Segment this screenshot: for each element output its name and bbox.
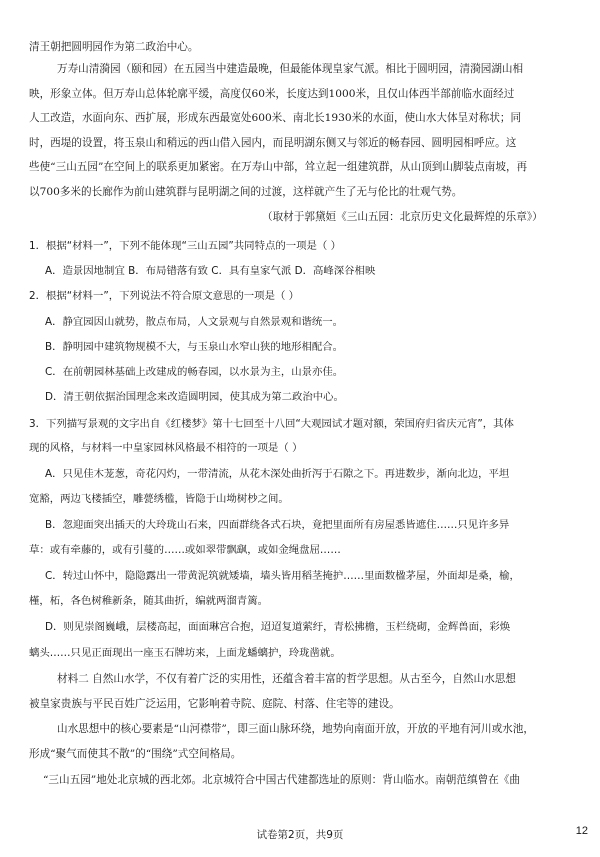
text-line: 些使“三山五园”在空间上的联系更加紧密。在万寿山中部，耸立起一组建筑群，从山顶到山脚装点南坡，再 (29, 161, 528, 173)
question-2-option-d: D．清王朝依据治国理念来改造圆明园，使其成为第二政治中心。 (45, 391, 344, 403)
question-3-stem: 现的风格，与材料一中皇家园林风格最不相符的一项是（ ） (29, 442, 303, 454)
question-2-option-b: B．静明园中建筑物规模不大，与玉泉山水窄山狭的地形相配合。 (45, 341, 344, 353)
source-citation: （取材于郭黛姮《三山五园：北京历史文化最辉煌的乐章》） (262, 211, 543, 223)
page-number: 12 (575, 825, 588, 837)
material-2-paragraph: 被皇家贵族与平民百姓广泛运用，它影响着寺院、庭院、村落、住宅等的建设。 (29, 698, 400, 710)
material-2-paragraph: 材料二 自然山水学，不仅有着广泛的实用性，还蕴含着丰富的哲学思想。从古至今，自然山水思想 (57, 673, 516, 685)
question-1-options: A．造景因地制宜 B．布局错落有致 C．具有皇家气派 D．高峰深谷相映 (45, 265, 376, 277)
page-footer: 试卷第2页，共9页 (256, 829, 344, 841)
text-line: 人工改造，水面向东、西扩展，形成东西最宽处600米、南北长1930米的水面，使山水大体呈对称状；同 (29, 112, 522, 124)
question-1-stem: 1．根据“材料一”，下列不能体现“三山五园”共同特点的一项是（ ） (29, 240, 341, 252)
question-3-stem: 3．下列描写景观的文字出自《红楼梦》第十七回至十八回“大观园试才题对额，荣国府归省庆元宵”，其体 (29, 418, 514, 430)
material-2-paragraph: 形成“聚气而使其不散”的“围绕”式空间格局。 (29, 748, 242, 760)
question-3-option-d: D．则见崇阁巍峨，层楼高起，面面琳宫合抱，迢迢复道萦纡，青松拂檐，玉栏绕砌，金辉兽面，彩焕 (45, 621, 511, 633)
text-line: 时，西堤的设置，将玉泉山和稍远的西山借入园内，而昆明湖东侧又与邻近的畅春园、圆明园相呼应。这 (29, 137, 517, 149)
question-3-option-c: C．转过山怀中，隐隐露出一带黄泥筑就矮墙，墙头皆用稻茎掩护……里面数楹茅屋，外面却是桑，榆， (45, 570, 520, 582)
question-3-option-b: B．忽迎面突出插天的大玲珑山石来，四面群绕各式石块，竟把里面所有房屋悉皆遮住……只见许多异 (45, 519, 510, 531)
question-3-option-c: 槿，柘，各色树稚新条，随其曲折，编就两溜青篱。 (29, 595, 268, 607)
question-2-option-c: C．在前朝园林基础上改建成的畅春园，以水景为主，山景亦佳。 (45, 366, 344, 378)
text-line: 映，形象立体。但万寿山总体轮廓平缓，高度仅60米，长度达到1000米，且仅山体西半部前临水面经过 (29, 88, 515, 100)
question-3-option-d: 螭头……只见正面现出一座玉石牌坊来，上面龙蟠螭护，玲珑凿就。 (29, 647, 341, 659)
text-line: 以700多米的长廊作为前山建筑群与昆明湖之间的过渡，这样就产生了无与伦比的壮观气势。 (29, 186, 463, 198)
text-line: 万寿山清漪园（颐和园）在五园当中建造最晚，但最能体现皇家气派。相比于圆明园，清漪园湖山相 (57, 63, 524, 75)
question-3-option-b: 草：或有牵藤的，或有引蔓的……或如翠带飘飖，或如金绳盘屈…… (29, 544, 341, 556)
question-2-option-a: A．静宜园因山就势，散点布局，人文景观与自然景观和谐统一。 (45, 316, 344, 328)
question-3-option-a: 宽豁，两边飞楼插空，雕甍绣槛，皆隐于山坳树杪之间。 (29, 493, 289, 505)
text-line: 清王朝把圆明园作为第二政治中心。 (29, 41, 199, 53)
material-2-paragraph: “三山五园”地处北京城的西北郊。北京城符合中国古代建都选址的原则：背山临水。南朝范缜曾在《曲 (43, 774, 520, 786)
material-2-paragraph: 山水思想中的核心要素是“山河襟带”，即三面山脉环绕，地势向南面开放，开放的平地有河川或水池， (57, 723, 534, 735)
question-2-stem: 2．根据“材料一”，下列说法不符合原文意思的一项是（ ） (29, 290, 300, 302)
question-3-option-a: A．只见佳木茏葱，奇花闪灼，一带清流，从花木深处曲折泻于石隙之下。再进数步，渐向北边，平坦 (45, 468, 510, 480)
